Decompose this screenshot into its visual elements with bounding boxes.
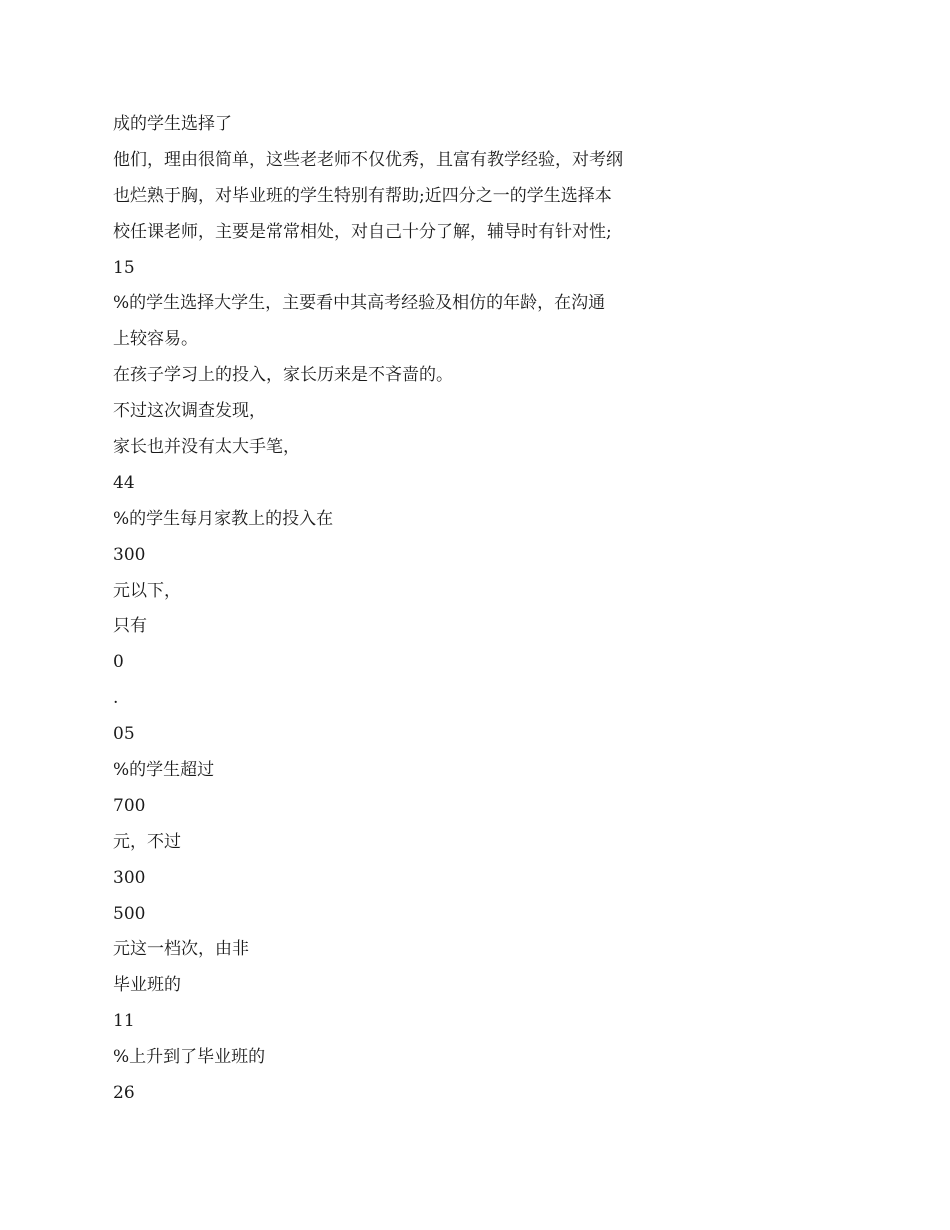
text-line: 500 (113, 903, 146, 924)
text-line: 成的学生选择了 (113, 114, 232, 134)
text-line: . (113, 688, 119, 709)
text-line: %的学生超过 (113, 760, 215, 781)
text-line: 校任课老师，主要是常常相处，对自己十分了解，辅导时有针对性; (113, 221, 612, 242)
text-line: 300 (113, 867, 146, 888)
text-line: %的学生每月家教上的投入在 (113, 508, 334, 529)
text-line: 05 (113, 724, 135, 745)
text-line: 26 (113, 1083, 135, 1104)
text-line: %上升到了毕业班的 (113, 1047, 266, 1068)
text-line: 在孩子学习上的投入，家长历来是不吝啬的。 (113, 365, 453, 386)
text-line: 不过这次调查发现， (113, 401, 266, 422)
text-line: 元这一档次，由非 (113, 939, 249, 960)
text-line: 11 (113, 1011, 135, 1032)
text-line: 也烂熟于胸，对毕业班的学生特别有帮助;近四分之一的学生选择本 (113, 185, 612, 206)
document-body (113, 107, 733, 1112)
text-line: 家长也并没有太大手笔， (113, 437, 300, 458)
text-line: 他们，理由很简单，这些老老师不仅优秀，且富有教学经验，对考纲 (113, 149, 623, 170)
text-line: 上较容易。 (113, 329, 198, 350)
text-line: 0 (113, 652, 124, 673)
text-line: 毕业班的 (113, 975, 181, 996)
text-line: 700 (113, 795, 146, 816)
text-line: 元，不过 (113, 831, 181, 852)
text-line: 只有 (113, 616, 147, 637)
text-line: 300 (113, 544, 146, 565)
text-line: 44 (113, 472, 135, 493)
text-line: %的学生选择大学生，主要看中其高考经验及相仿的年龄，在沟通 (113, 293, 606, 314)
text-line: 15 (113, 257, 135, 278)
text-line: 元以下， (113, 580, 181, 601)
